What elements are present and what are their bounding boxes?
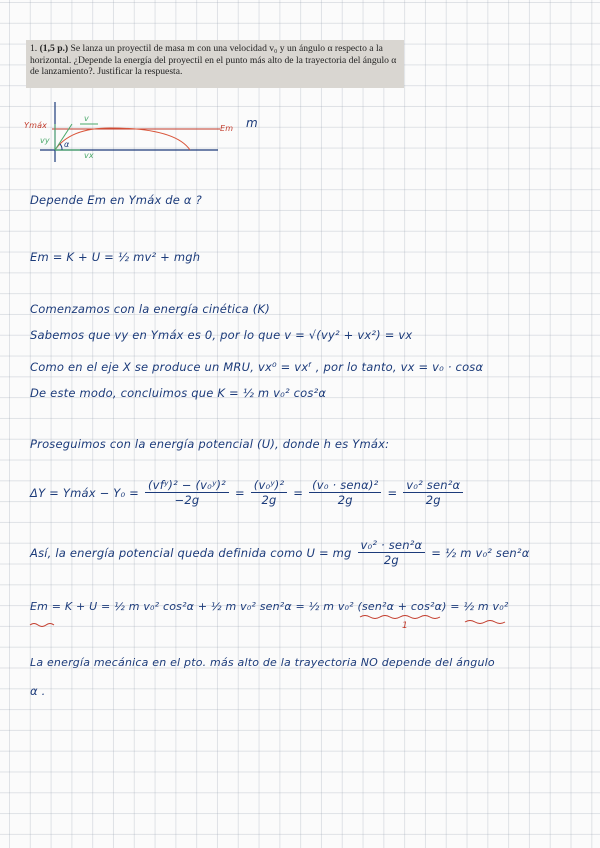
em-label: Em [220, 124, 234, 133]
vx-label: vx [84, 151, 94, 160]
fraction-2-num: (v₀ʸ)² [251, 478, 287, 493]
line-conclusion-alpha: α . [30, 684, 46, 698]
angle-arc [60, 144, 62, 150]
v-label: v [84, 114, 89, 123]
line-delta-y: ΔY = Ymáx − Y₀ = $\frac{\text{(vfʸ)² − (v₀ʸ)²}}{-2g}$ = $\frac{\text{(v₀ʸ)²}}{2g}$ = $\frac{\text{(v₀ · senα)²}}{2g}$ = $\frac{\text{v₀² sen²α}}{2g}$ [30, 478, 465, 507]
fraction-potential [358, 538, 426, 567]
line-kinetic-result: De este modo, concluimos que K = ½ m v₀² cos²α [30, 386, 327, 400]
fraction-4 [403, 478, 463, 507]
alpha-label: α [64, 140, 70, 149]
potential-prefix: Así, la energía potencial queda definida como U = mg [30, 545, 352, 560]
line-potential-result [30, 538, 529, 567]
fraction-3-den: 2g [337, 493, 353, 507]
fraction-3 [309, 478, 381, 507]
line-question: Depende Em en Ymáx de α ? [30, 193, 202, 207]
line-em-definition: Em = K + U = ½ mv² + mgh [30, 250, 201, 264]
underline-trig [360, 616, 440, 619]
fraction-2-den: 2g [261, 493, 277, 507]
question-text: Se lanza un proyectil de masa m con una velocidad v₀ y un ángulo α respecto a la horizontal. ¿Depende la energía del proyectil en el punto más alto de la trayectoria del ángulo α de lanzamiento?. Justificar la respuesta. [30, 43, 397, 77]
potential-suffix: = ½ m v₀² sen²α [431, 545, 530, 560]
line-conclusion: La energía mecánica en el pto. más alto de la trayectoria NO depende del ángulo [30, 656, 495, 669]
delta-y-lhs: ΔY = Ymáx − Y₀ = [30, 485, 139, 500]
line-mru: Como en el eje X se produce un MRU, vx⁰ = vxᶠ , por lo tanto, vx = v₀ · cosα [30, 360, 484, 374]
line-em-total: Em = K + U = ½ m v₀² cos²α + ½ m v₀² sen²α = ½ m v₀² (sen²α + cos²α) = ½ m v₀² [30, 600, 509, 613]
fraction-2 [251, 478, 287, 507]
fraction-4-den: 2g [425, 493, 441, 507]
mass-label: m [246, 116, 258, 130]
fraction-potential-den: 2g [383, 553, 399, 567]
fraction-3-num: (v₀ · senα)² [309, 478, 381, 493]
underline-result [465, 621, 505, 624]
trig-identity-one: 1 [402, 621, 408, 631]
fraction-1 [145, 478, 229, 507]
line-vy-zero: Sabemos que vy en Ymáx es 0, por lo que v = √(vy² + vx²) = vx [30, 328, 413, 342]
fraction-4-num: v₀² sen²α [403, 478, 463, 493]
ymax-label: Ymáx [24, 121, 48, 130]
vy-label: vy [40, 136, 50, 145]
question-number: 1. [30, 43, 38, 54]
trajectory-curve [55, 128, 190, 150]
line-potential-intro: Proseguimos con la energía potencial (U), donde h es Ymáx: [30, 437, 390, 451]
fraction-potential-num: v₀² · sen²α [358, 538, 426, 553]
fraction-1-num: (vfʸ)² − (v₀ʸ)² [145, 478, 229, 493]
line-kinetic-intro: Comenzamos con la energía cinética (K) [30, 302, 270, 316]
underline-em [30, 624, 54, 627]
question-points: (1,5 p.) [39, 43, 69, 54]
fraction-1-den: −2g [174, 493, 200, 507]
